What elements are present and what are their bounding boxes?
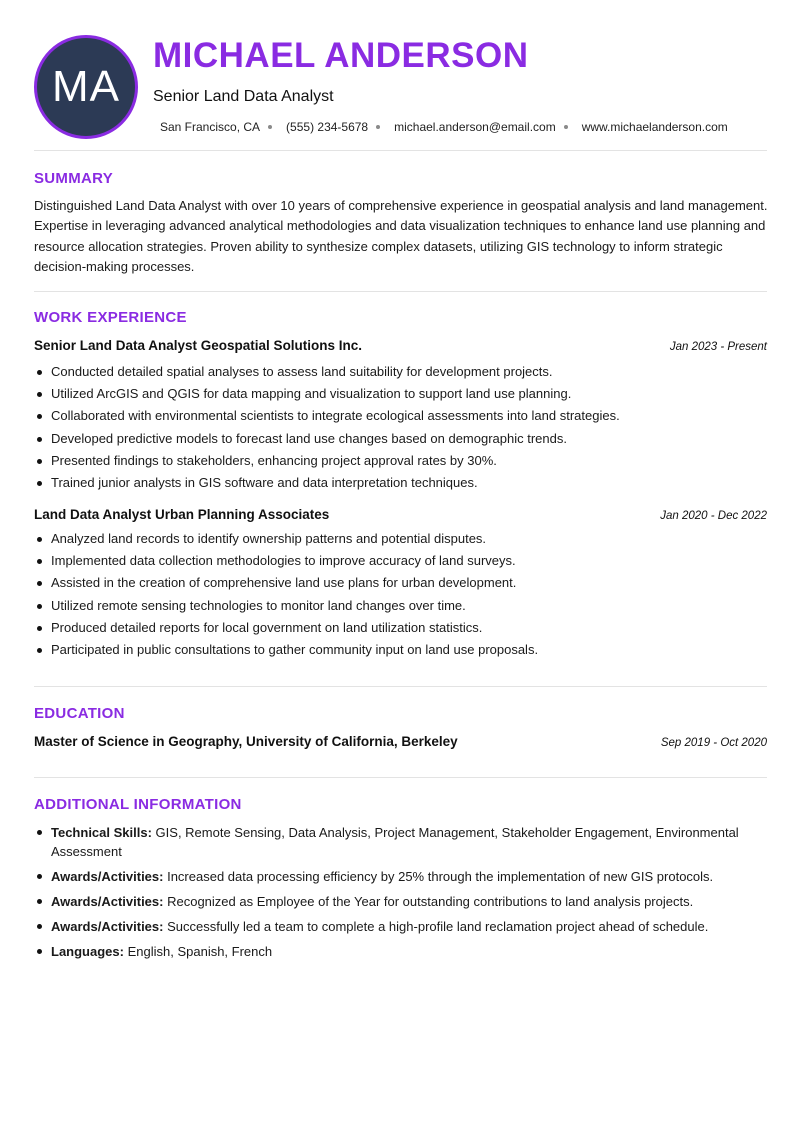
section-heading-additional: ADDITIONAL INFORMATION bbox=[34, 796, 242, 813]
education-degree: Master of Science in Geography, University of California, Berkeley bbox=[34, 734, 458, 749]
info-label: Technical Skills: bbox=[51, 825, 152, 840]
list-item: Participated in public consultations to gather community input on land use proposals. bbox=[34, 642, 767, 658]
section-heading-education: EDUCATION bbox=[34, 705, 125, 722]
info-label: Awards/Activities: bbox=[51, 894, 164, 909]
job-header bbox=[34, 507, 767, 522]
list-item: Assisted in the creation of comprehensive land use plans for urban development. bbox=[34, 575, 767, 591]
list-item: Presented findings to stakeholders, enhancing project approval rates by 30%. bbox=[34, 453, 767, 469]
contact-email[interactable]: michael.anderson@email.com bbox=[394, 120, 556, 134]
separator-dot-icon bbox=[268, 125, 272, 129]
list-item bbox=[34, 942, 767, 961]
contact-website[interactable]: www.michaelanderson.com bbox=[581, 120, 728, 134]
info-text: Successfully led a team to complete a high-profile land reclamation project ahead of schedule. bbox=[167, 919, 709, 934]
contact-bar bbox=[160, 120, 728, 134]
info-text: English, Spanish, French bbox=[127, 944, 273, 959]
info-text: Recognized as Employee of the Year for outstanding contributions to land analysis projects. bbox=[167, 894, 694, 909]
summary-text: Distinguished Land Data Analyst with over 10 years of comprehensive experience in geospatial analysis and land management. Expertise in leveraging advanced analytical methodologies and data visualization techniques to enhance land use planning and resource allocation strategies. Proven ability to synthesize complex datasets, utilizing GIS technology to inform strategic decision-making processes. bbox=[34, 198, 768, 275]
separator-dot-icon bbox=[376, 125, 380, 129]
info-label: Awards/Activities: bbox=[51, 919, 164, 934]
candidate-name: MICHAEL ANDERSON bbox=[153, 36, 529, 75]
list-item bbox=[34, 917, 767, 936]
job-title: Senior Land Data Analyst bbox=[153, 88, 334, 105]
list-item: Implemented data collection methodologies to improve accuracy of land surveys. bbox=[34, 553, 767, 569]
divider bbox=[34, 777, 767, 778]
education-entry bbox=[34, 734, 767, 749]
info-label: Languages: bbox=[51, 944, 124, 959]
additional-info-list bbox=[34, 823, 767, 967]
list-item: Utilized remote sensing technologies to monitor land changes over time. bbox=[34, 598, 767, 614]
contact-location: San Francisco, CA bbox=[160, 120, 261, 134]
education-dates: Sep 2019 - Oct 2020 bbox=[660, 737, 767, 749]
job-bullets bbox=[34, 531, 767, 664]
info-text: GIS, Remote Sensing, Data Analysis, Project Management, Stakeholder Engagement, Environmental Assessment bbox=[51, 825, 739, 859]
divider bbox=[34, 686, 767, 687]
job-position: Land Data Analyst Urban Planning Associates bbox=[34, 507, 330, 522]
job-dates: Jan 2020 - Dec 2022 bbox=[660, 510, 767, 522]
separator-dot-icon bbox=[564, 125, 568, 129]
contact-phone: (555) 234-5678 bbox=[286, 120, 369, 134]
job-dates: Jan 2023 - Present bbox=[669, 341, 767, 353]
list-item: Utilized ArcGIS and QGIS for data mapping and visualization to support land use planning. bbox=[34, 386, 767, 402]
list-item bbox=[34, 892, 767, 911]
list-item: Produced detailed reports for local government on land utilization statistics. bbox=[34, 620, 767, 636]
list-item bbox=[34, 823, 767, 861]
list-item: Developed predictive models to forecast land use changes based on demographic trends. bbox=[34, 431, 767, 447]
section-heading-experience: WORK EXPERIENCE bbox=[34, 309, 187, 326]
list-item: Conducted detailed spatial analyses to assess land suitability for development projects. bbox=[34, 364, 767, 380]
list-item: Analyzed land records to identify ownership patterns and potential disputes. bbox=[34, 531, 767, 547]
divider bbox=[34, 291, 767, 292]
info-label: Awards/Activities: bbox=[51, 869, 164, 884]
section-heading-summary: SUMMARY bbox=[34, 170, 114, 187]
avatar-initials: MA bbox=[52, 62, 120, 111]
job-position: Senior Land Data Analyst Geospatial Solutions Inc. bbox=[34, 338, 363, 353]
list-item: Trained junior analysts in GIS software and data interpretation techniques. bbox=[34, 475, 767, 491]
list-item: Collaborated with environmental scientists to integrate ecological assessments into land strategies. bbox=[34, 408, 767, 424]
job-bullets bbox=[34, 364, 767, 497]
info-text: Increased data processing efficiency by 25% through the implementation of new GIS protocols. bbox=[167, 869, 714, 884]
divider bbox=[34, 150, 767, 151]
list-item bbox=[34, 867, 767, 886]
avatar bbox=[34, 35, 138, 139]
job-header bbox=[34, 338, 767, 353]
